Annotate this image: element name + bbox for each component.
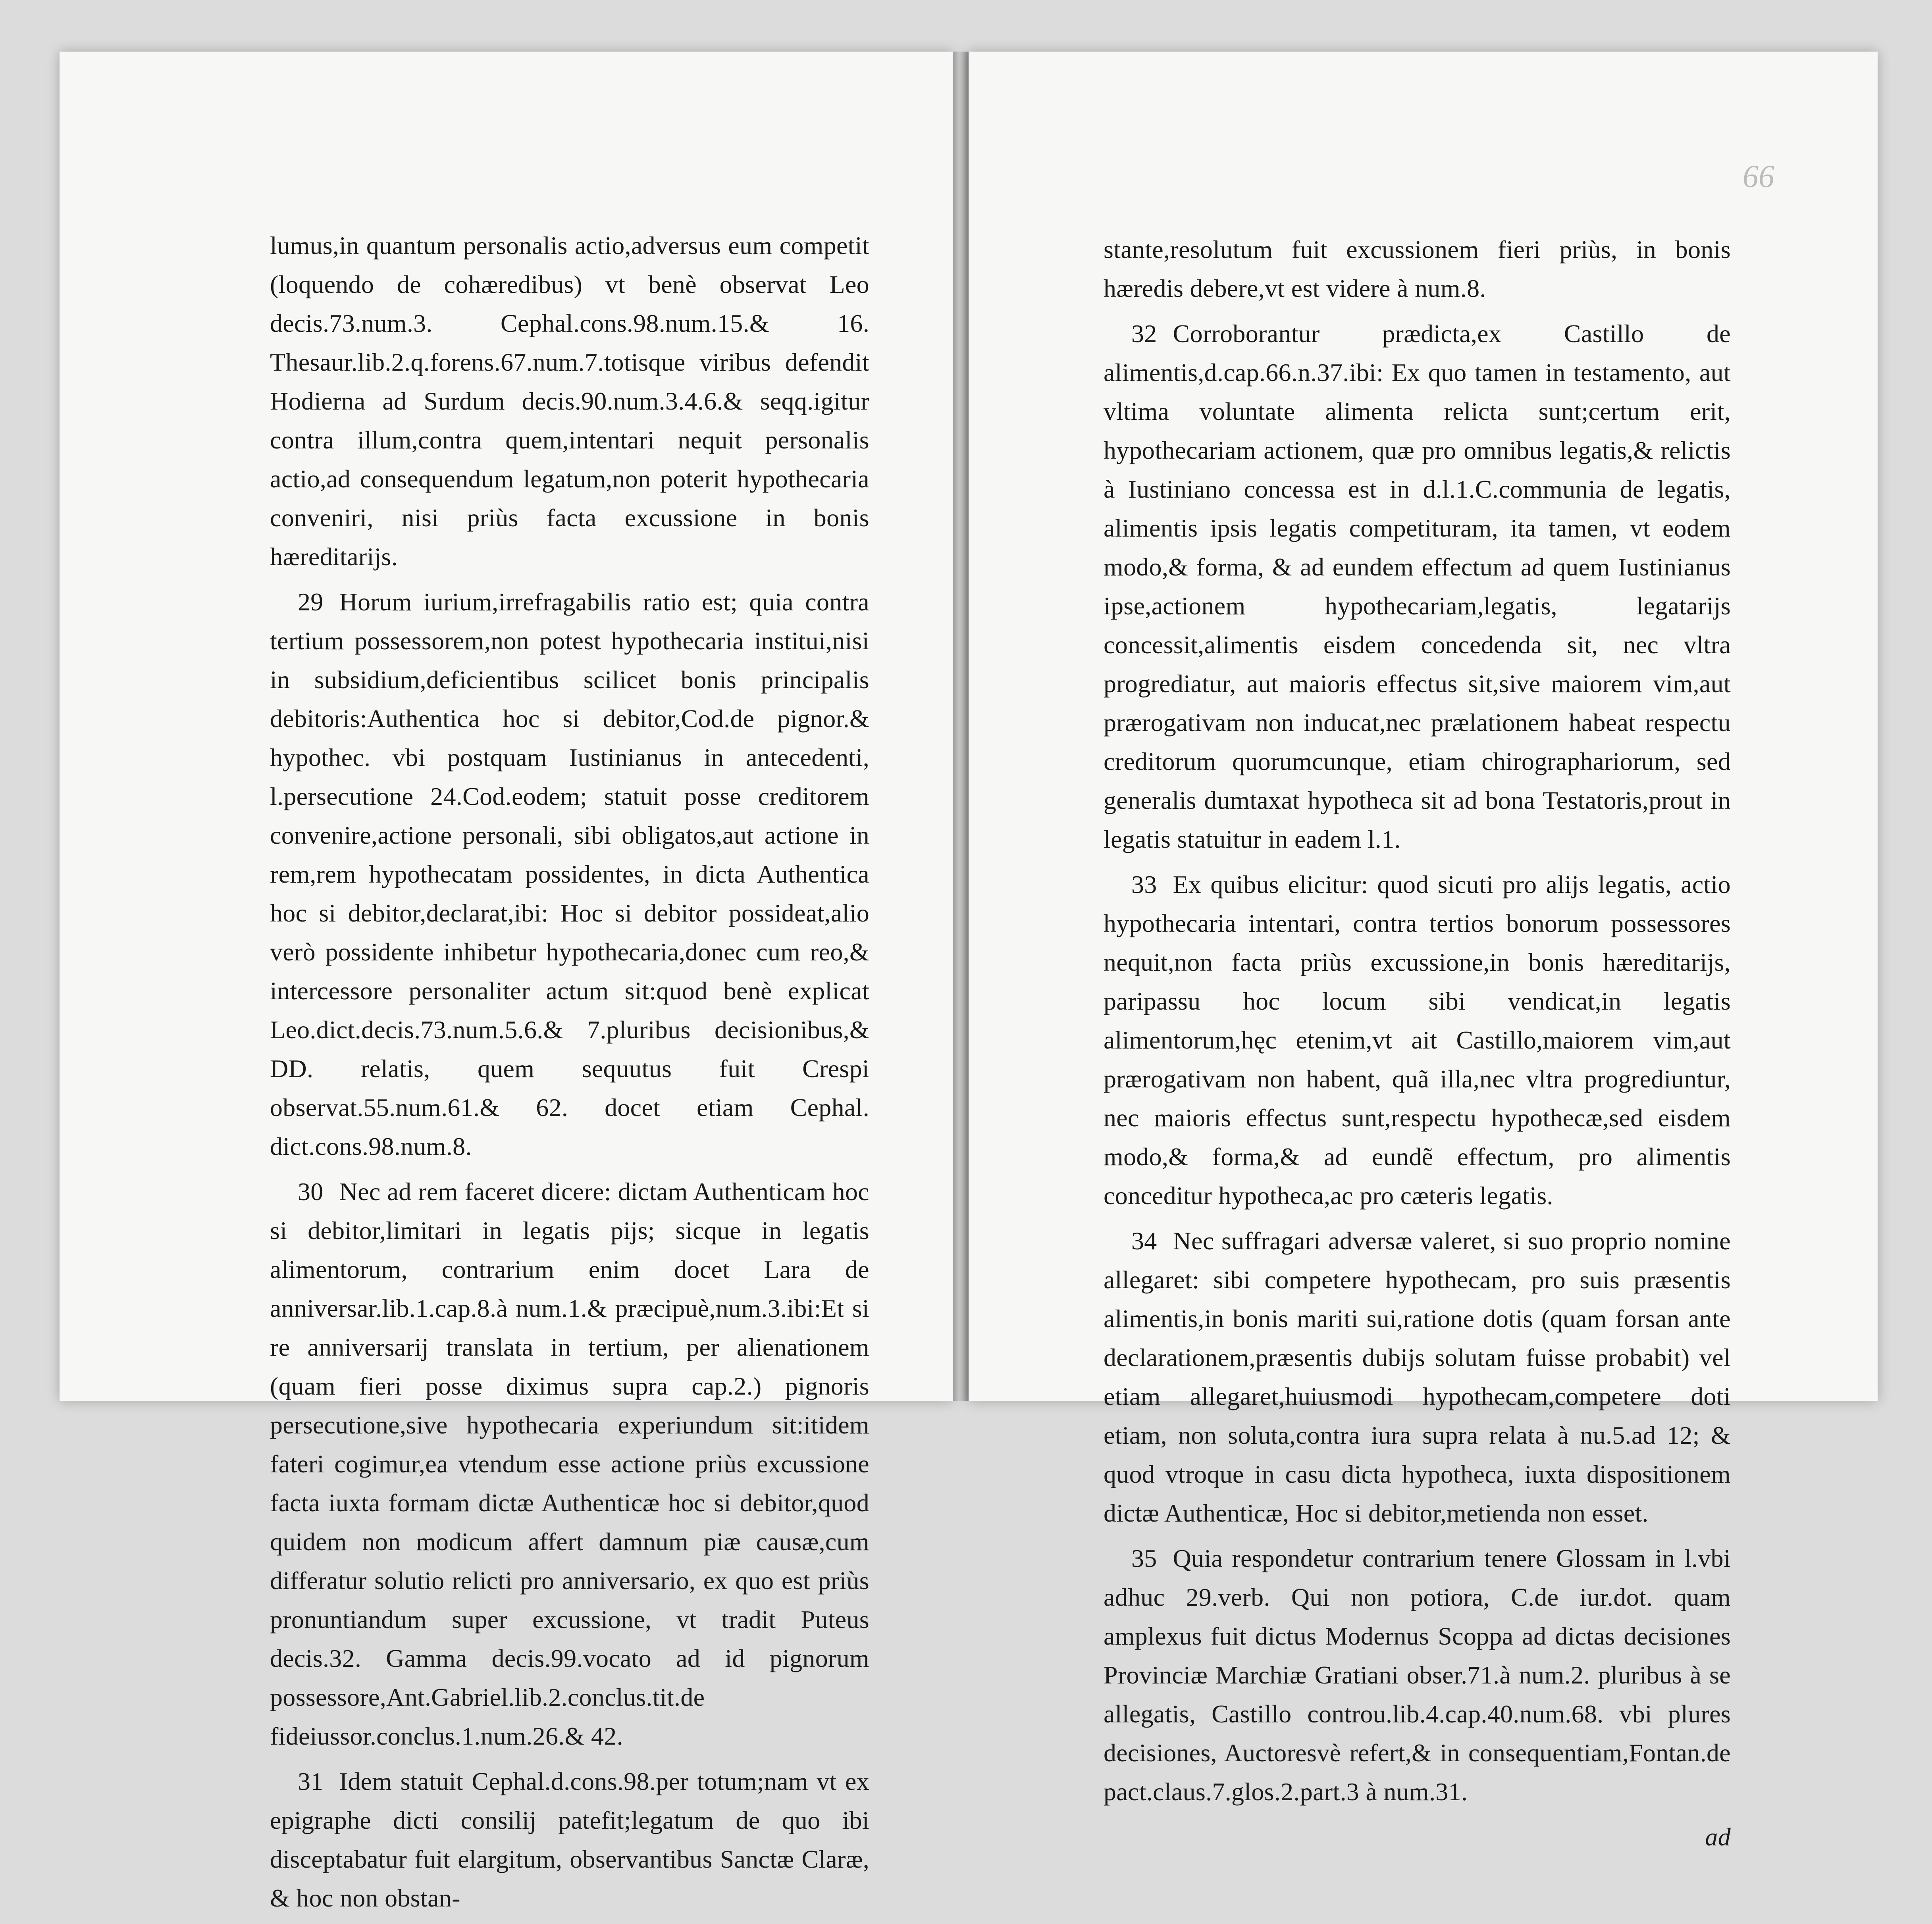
catchword: ad	[1705, 1823, 1731, 1851]
paragraph-text: Idem statuit Cephal.d.cons.98.per totum;nam vt ex epigraphe dicti consilij patefit;legatum de quo ibi disceptabatur fuit elargitum, observantibus Sanctæ Claræ, & hoc non obstan-	[270, 1767, 869, 1912]
paragraph	[1104, 1539, 1731, 1811]
section-number: 35	[1131, 1544, 1157, 1572]
section-number: 31	[298, 1767, 324, 1795]
paragraph	[270, 1172, 869, 1756]
left-text-block	[270, 226, 869, 1924]
paragraph-text: Nec ad rem faceret dicere: dictam Authenticam hoc si debitor,limitari in legatis pijs; sicque in legatis alimentorum, contrarium enim docet Lara de anniversar.lib.1.cap.8.à num.1.& præcipuè,num.3.ibi:Et si re anniversarij translata in tertium, per alienationem (quam fieri posse diximus supra cap.2.) pignoris persecutione,sive hypothecaria experiundum sit:itidem fateri cogimur,ea vtendum esse actione priùs excussione facta iuxta formam dictæ Authenticæ hoc si debitor,quod quidem non modicum affert damnum piæ causæ,cum differatur solutio relicti pro anniversario, ex quo est priùs pronuntiandum super excussione, vt tradit Puteus decis.32. Gamma decis.99.vocato ad id pignorum possessore,Ant.Gabriel.lib.2.conclus.tit.de fideiussor.conclus.1.num.26.& 42.	[270, 1177, 869, 1750]
right-text-block	[1104, 230, 1731, 1857]
paragraph	[1104, 314, 1731, 859]
left-page	[60, 52, 953, 1912]
paragraph	[270, 583, 869, 1166]
section-number: 30	[298, 1177, 324, 1206]
paragraph	[270, 226, 869, 576]
section-number: 33	[1131, 870, 1157, 899]
right-page	[969, 52, 1878, 1851]
paragraph-text: Corroborantur prædicta,ex Castillo de alimentis,d.cap.66.n.37.ibi: Ex quo tamen in testamento, aut vltima voluntate alimenta relicta sunt;certum erit, hypothecariam actionem, quæ pro omnibus legatis,& relictis à Iustiniano concessa est in d.l.1.C.communia de legatis, alimentis ipsis legatis competituram, ita tamen, vt eodem modo,& forma, & ad eundem effectum ad quem Iustinianus ipse,actionem hypothecariam,legatis, legatarijs concessit,alimentis eisdem concedenda sit, nec vltra progrediatur, aut maioris effectus sit,sive maiorem vim,aut prærogativam non inducat,nec prælationem habeat respectu creditorum quorumcunque, etiam chirographariorum, sed generalis dumtaxat hypotheca sit ad bona Testatoris,prout in legatis statuitur in eadem l.1.	[1104, 319, 1731, 853]
paragraph-text: stante,resolutum fuit excussionem fieri priùs, in bonis hæredis debere,vt est videre à num.8.	[1104, 235, 1731, 302]
paragraph-text: Quia respondetur contrarium tenere Glossam in l.vbi adhuc 29.verb. Qui non potiora, C.de iur.dot. quam amplexus fuit dictus Modernus Scoppa ad dictas decisiones Provinciæ Marchiæ Gratiani obser.71.à num.2. pluribus à se allegatis, Castillo controu.lib.4.cap.40.num.68. vbi plures decisiones, Auctoresvè refert,& in consequentiam,Fontan.de pact.claus.7.glos.2.part.3 à num.31.	[1104, 1544, 1731, 1806]
paragraph-text: Ex quibus elicitur: quod sicuti pro alijs legatis, actio hypothecaria intentari, contra tertios bonorum possessores nequit,non facta priùs excussione,in bonis hæreditarijs, paripassu hoc locum sibi vendicat,in legatis alimentorum,hęc etenim,vt ait Castillo,maiorem vim,aut prærogativam non habent, quã illa,nec vltra progrediuntur, nec maioris effectus sunt,respectu hypothecæ,sed eisdem modo,& forma,& ad eundẽ effectum, pro alimentis conceditur hypotheca,ac pro cæteris legatis.	[1104, 870, 1731, 1210]
folio-number: 66	[1743, 159, 1774, 194]
paragraph-text: Horum iurium,irrefragabilis ratio est; quia contra tertium possessorem,non potest hypothecaria institui,nisi in subsidium,deficientibus scilicet bonis principalis debitoris:Authentica hoc si debitor,Cod.de pignor.& hypothec. vbi postquam Iustinianus in antecedenti, l.persecutione 24.Cod.eodem; statuit posse creditorem convenire,actione personali, sibi obligatos,aut actione in rem,rem hypothecatam possidentes, in dicta Authentica hoc si debitor,declarat,ibi: Hoc si debitor possideat,alio verò possidente inhibetur hypothecaria,donec cum reo,& intercessore personaliter actum sit:quod benè explicat Leo.dict.decis.73.num.5.6.& 7.pluribus decisionibus,& DD. relatis, quem sequutus fuit Crespi observat.55.num.61.& 62. docet etiam Cephal. dict.cons.98.num.8.	[270, 588, 869, 1160]
paragraph	[1104, 1222, 1731, 1533]
section-number: 29	[298, 588, 324, 616]
section-number: 32	[1131, 319, 1157, 348]
paragraph	[1104, 865, 1731, 1215]
paragraph-text: lumus,in quantum personalis actio,adversus eum competit (loquendo de cohæredibus) vt benè observat Leo decis.73.num.3. Cephal.cons.98.num.15.& 16. Thesaur.lib.2.q.forens.67.num.7.totisque viribus defendit Hodierna ad Surdum decis.90.num.3.4.6.& seqq.igitur contra illum,contra quem,intentari nequit personalis actio,ad consequendum legatum,non poterit hypothecaria conveniri, nisi priùs facta excussione in bonis hæreditarijs.	[270, 231, 869, 571]
paragraph	[1104, 230, 1731, 308]
section-number: 34	[1131, 1227, 1157, 1255]
paragraph-text: Nec suffragari adversæ valeret, si suo proprio nomine allegaret: sibi competere hypothecam, pro suis præsentis alimentis,in bonis mariti sui,ratione dotis (quam forsan ante declarationem,præsentis dubijs solutam fuisse probabit) vel etiam allegaret,huiusmodi hypothecam,competere doti etiam, non soluta,contra iura supra relata à nu.5.ad 12; & quod vtroque in casu dicta hypotheca, iuxta dispositionem dictæ Authenticæ, Hoc si debitor,metienda non esset.	[1104, 1227, 1731, 1527]
book-gutter	[953, 52, 969, 1401]
paragraph	[270, 1762, 869, 1918]
